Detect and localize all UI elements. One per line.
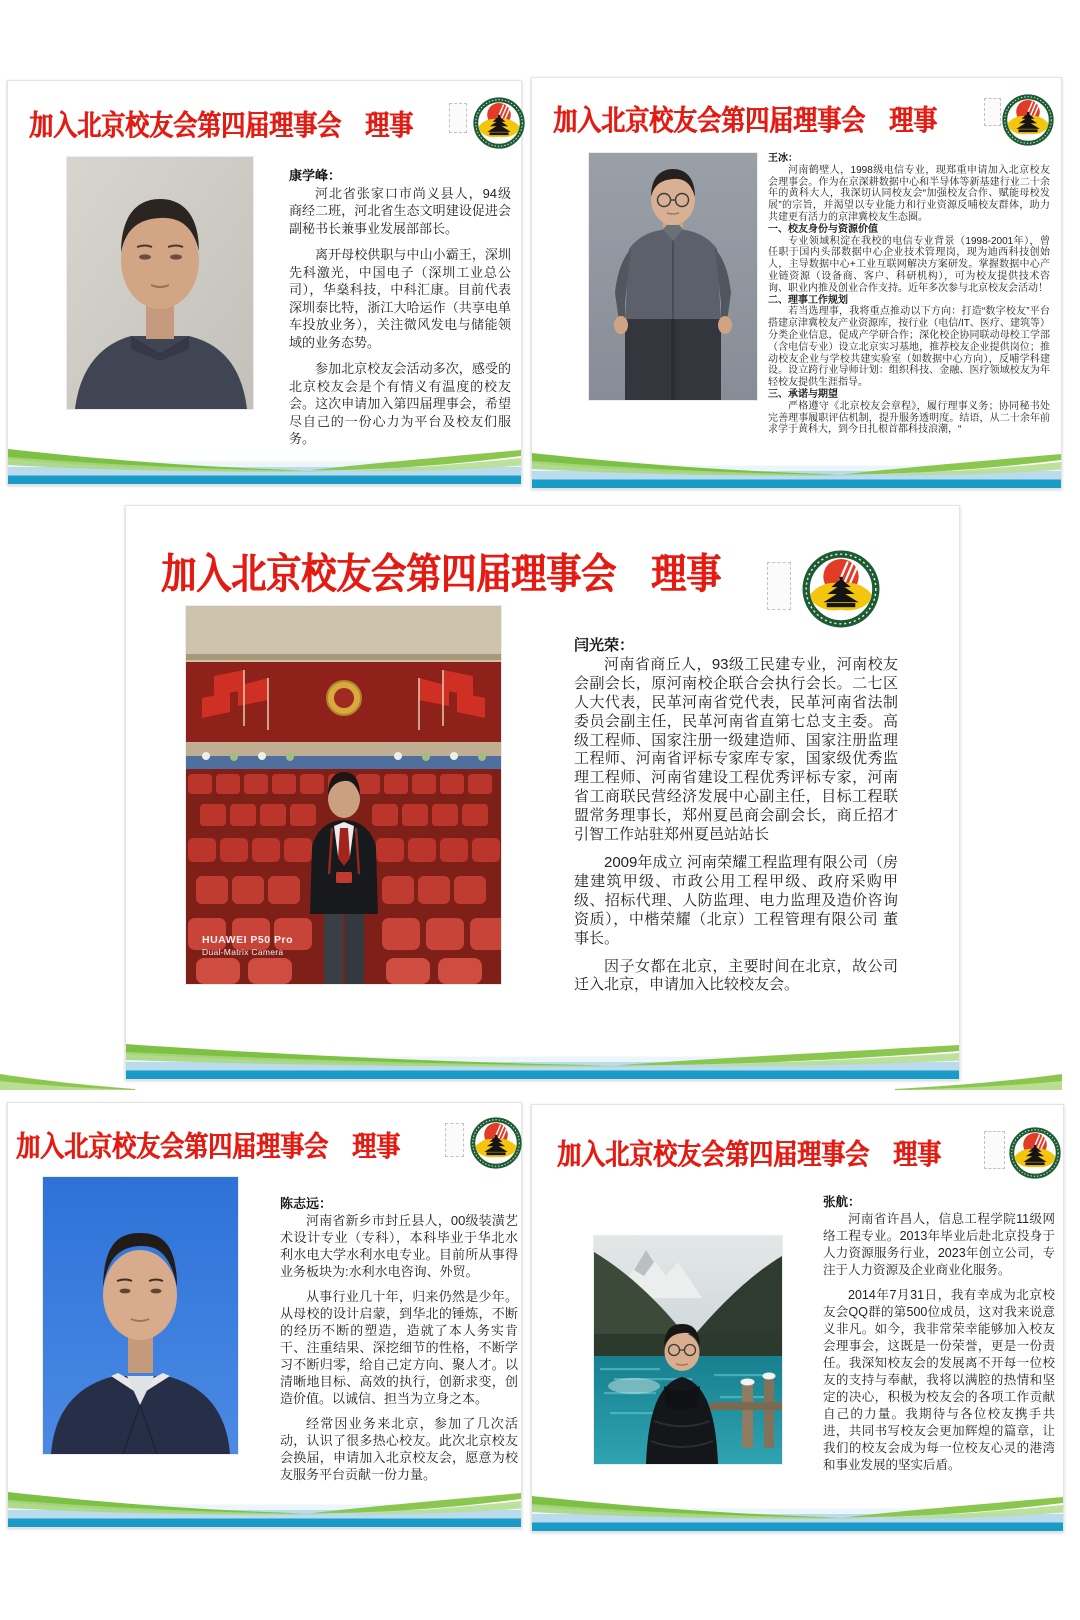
photo-kang-xuefeng	[67, 157, 253, 409]
watermark-line2: Dual-Matrix Camera	[202, 947, 284, 957]
bio-paragraph: 河北省张家口市尚义县人，94级商经二班，河北省生态文明建设促进会副秘书长兼事业发展部部长。	[289, 185, 511, 236]
bio-wang-bing	[768, 153, 1050, 436]
bio-paragraph: 因子女都在北京，主要时间在北京，故公司迁入北京，申请加入比较校友会。	[574, 957, 898, 994]
alumni-association-logo-icon	[473, 97, 525, 149]
photo-zhang-hang-lake	[594, 1236, 782, 1464]
member-name: 闫光荣：	[574, 637, 635, 654]
cropped-slide-wave-fragment-right	[895, 1072, 1062, 1090]
slide-title: 加入北京校友会第四届理事会 理事	[16, 1131, 400, 1164]
slide-title: 加入北京校友会第四届理事会 理事	[557, 1139, 941, 1172]
bio-paragraph: 河南鹤壁人，1998级电信专业，现郑重申请加入北京校友会理事会。作为在京深耕数据中心和半导体等新基建行业二十余年的黄科大人，我深切认同校友会“加强校友合作、赋能母校发展”的宗旨，并渴望以专业能力和行业资源反哺校友群体，助力共建更有活力的京津冀校友生态圈。	[768, 164, 1050, 223]
bio-zhang-hang	[823, 1194, 1055, 1474]
slide-footer-wave	[532, 448, 1061, 488]
bio-kang-xuefeng	[289, 167, 511, 448]
slide-card-chen-zhiyuan	[7, 1102, 522, 1528]
bio-paragraph: 河南省许昌人，信息工程学院11级网络工程专业。2013年毕业后赴北京投身于人力资源服务行业，2023年创立公司，专注于人力资源及企业商业化服务。	[823, 1212, 1055, 1277]
bio-paragraph: 离开母校供职与中山小霸王，深圳先科激光，中国电子（深圳工业总公司），华燊科技，中科汇康。目前代表深圳泰比特，浙江大哈运作（共享电单车投放业务），关注微风发电与储能领域的业务态势。	[289, 247, 511, 350]
slide-title: 加入北京校友会第四届理事会 理事	[553, 105, 937, 138]
photo-wang-bing	[589, 153, 757, 400]
alumni-association-logo-icon	[470, 1117, 522, 1169]
bio-chen-zhiyuan	[280, 1195, 518, 1483]
bio-paragraph: 专业领域积淀在我校的电信专业背景（1998-2001年），曾任职于国内头部数据中心企业技术管理岗，现为迪西科技创始人，主导数据中心+工业互联网解决方案研发。掌握数据中心产业链资源（设备商、客户、科研机构），可为校友提供技术咨询、职业内推及创业合作支持。近年多次参与北京校友会活动！	[768, 235, 1050, 294]
bio-paragraph: 河南省商丘人，93级工民建专业，河南校友会副会长，原河南校企联合会执行会长。二七区人大代表，民革河南省党代表，民革河南省法制委员会副主任，民革河南省直第七总支主委。高级工程师、国家注册一级建造师、国家注册监理工程师、河南省评标专家库专家，国家级优秀监理工程师、河南省建设工程优秀评标专家，河南省工商联民营经济发展中心副主任，目标工程联盟常务理事长，郑州夏邑商会副会长，商丘招才引智工作站驻郑州夏邑站站长	[574, 655, 898, 844]
bio-paragraph: 经常因业务来北京，参加了几次活动，认识了很多热心校友。此次北京校友会换届，申请加入北京校友会，愿意为校友服务平台贡献一份力量。	[280, 1416, 518, 1482]
slide-card-wang-bing	[531, 77, 1062, 489]
slide-footer-wave	[8, 444, 521, 484]
bio-paragraph: 从事行业几十年，归来仍然是少年。从母校的设计启蒙，到华北的锤炼，不断的经历不断的塑造，造就了本人务实肯干、注重结果、深挖细节的性格，不断学习不断归零，给自己定方向、聚人才。以清晰地目标、高效的执行，创新求变，创造价值。以诚信、担当为立身之本。	[280, 1289, 518, 1406]
member-name: 康学峰：	[289, 168, 342, 183]
alumni-association-logo-icon	[802, 550, 880, 628]
camera-watermark	[202, 934, 293, 958]
bio-section-heading: 一、校友身份与资源价值	[768, 223, 878, 235]
bio-paragraph: 2009年成立 河南荣耀工程监理有限公司（房建建筑甲级、市政公用工程甲级、政府采购甲级、招标代理、人防监理、电力监理及造价咨询资质），中楷荣耀（北京）工程管理有限公司 董事长。	[574, 853, 898, 947]
member-name: 张航：	[823, 1195, 861, 1209]
dashed-placeholder-box	[984, 1131, 1005, 1169]
bio-yan-guangrong	[574, 637, 898, 995]
dashed-placeholder-box	[449, 103, 467, 133]
alumni-association-logo-icon	[1002, 94, 1054, 146]
bio-paragraph: 河南省新乡市封丘县人，00级装潢艺术设计专业（专科），本科毕业于华北水利水电大学水利水电专业。目前所从事得业务板块为:水利水电咨询、外贸。	[280, 1213, 518, 1279]
cropped-slide-wave-fragment-left	[0, 1072, 135, 1090]
slide-card-kang-xuefeng	[7, 80, 522, 485]
bio-paragraph: 2014年7月31日，我有幸成为北京校友会QQ群的第500位成员，这对我来说意义非凡。如今，我非常荣幸能够加入校友会理事会，这既是一份荣誉，更是一份责任。我深知校友会的发展离不开每一位校友的支持与奉献，我将以满腔的热情和坚定的决心，积极为校友会的各项工作贡献自己的力量。我期待与各位校友携手共进，共同书写校友会更加辉煌的篇章，让我们的校友会成为每一位校友心灵的港湾和事业发展的坚实后盾。	[823, 1288, 1055, 1472]
slide-footer-wave	[532, 1491, 1063, 1531]
slide-title: 加入北京校友会第四届理事会 理事	[161, 551, 722, 598]
slide-footer-wave	[126, 1039, 959, 1079]
dashed-placeholder-box	[767, 562, 791, 610]
bio-section-heading: 三、承诺与期望	[768, 388, 838, 400]
slide-title: 加入北京校友会第四届理事会 理事	[29, 110, 413, 143]
slide-card-yan-guangrong	[125, 505, 960, 1080]
slide-card-zhang-hang	[531, 1104, 1064, 1532]
member-name: 陈志远：	[280, 1196, 333, 1211]
bio-paragraph: 严格遵守《北京校友会章程》，履行理事义务；协同秘书处完善理事履职评估机制，提升服务透明度。结语，从二十余年前求学于黄科大，到今日扎根首都科技浪潮，“	[768, 400, 1050, 436]
slide-footer-wave	[8, 1487, 521, 1527]
bio-paragraph: 参加北京校友会活动多次，感受的北京校友会是个有情义有温度的校友会。这次申请加入第四届理事会，希望尽自己的一份心力为平台及校友们服务。	[289, 361, 511, 446]
member-name: 王冰：	[768, 153, 798, 164]
photo-yan-guangrong-conference	[186, 606, 501, 984]
alumni-association-logo-icon	[1009, 1127, 1061, 1179]
bio-section-heading: 二、理事工作规划	[768, 294, 848, 306]
watermark-line1: HUAWEI P50 Pro	[202, 934, 294, 946]
bio-paragraph: 若当选理事，我将重点推动以下方向：打造“数字校友”平台搭建京津冀校友产业资源库，按行业（电信/IT、医疗、建筑等）分类企业信息，促成产学研合作；深化校企协同联动母校工学部（含电信专业）设立北京实习基地，推荐校友企业提供岗位；推动校友企业与学校共建实验室（如数据中心方向），反哺学科建设。设立跨行业导师计划：组织科技、金融、医疗领域校友为年轻校友提供生涯指导。	[768, 306, 1050, 389]
dashed-placeholder-box	[445, 1123, 464, 1157]
photo-chen-zhiyuan	[43, 1177, 238, 1454]
dashed-placeholder-box	[984, 98, 1001, 126]
